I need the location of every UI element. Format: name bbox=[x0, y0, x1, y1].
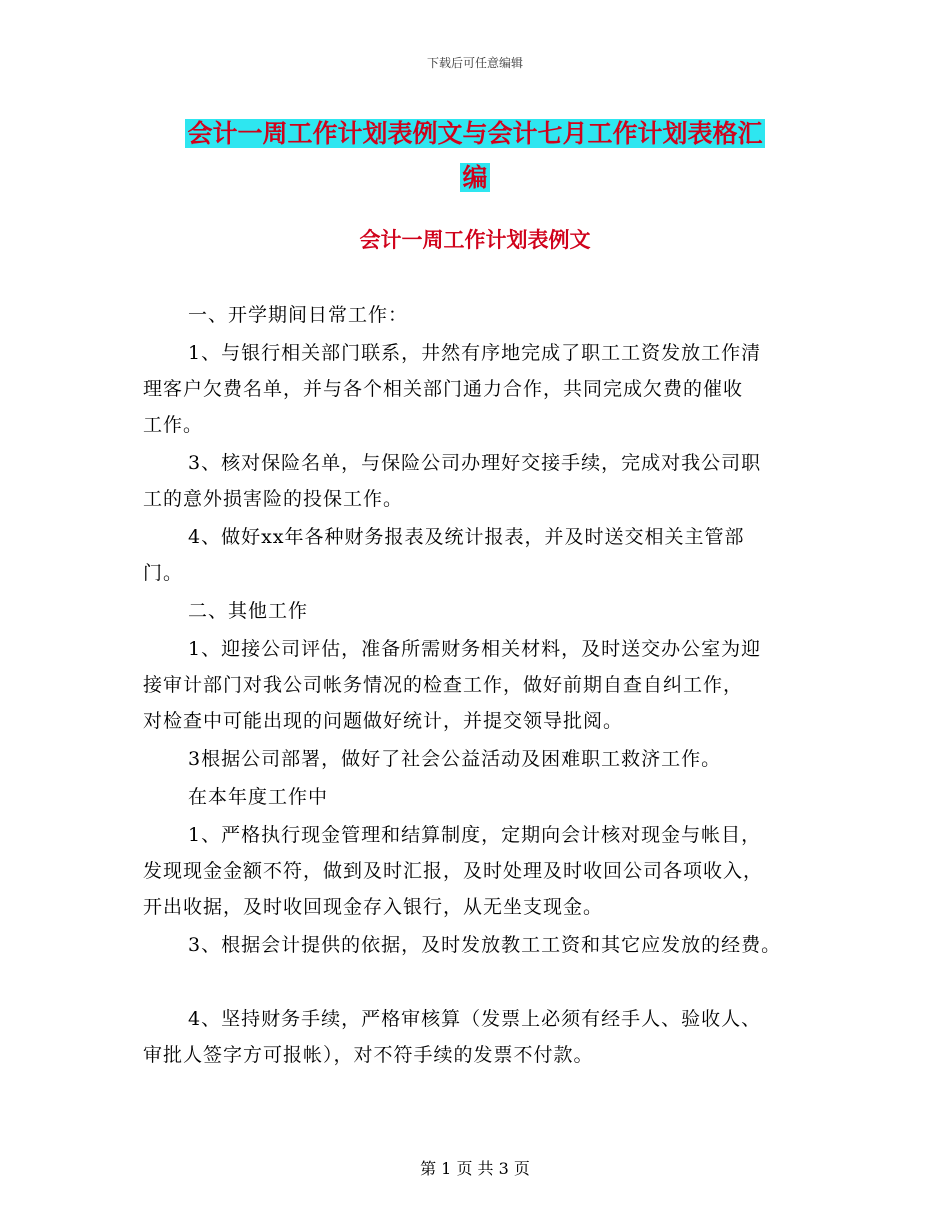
paragraph-line: 工的意外损害险的投保工作。 bbox=[143, 488, 404, 510]
paragraph-line: 3、根据会计提供的依据，及时发放教工工资和其它应发放的经费。 bbox=[188, 934, 782, 956]
document-title-line-2 bbox=[0, 158, 950, 194]
paragraph-line: 工作。 bbox=[143, 414, 204, 436]
paragraph-line: 3根据公司部署，做好了社会公益活动及困难职工救济工作。 bbox=[188, 748, 722, 770]
paragraph-line: 对检查中可能出现的问题做好统计，并提交领导批阅。 bbox=[143, 710, 624, 732]
section-title: 会计一周工作计划表例文 bbox=[359, 227, 591, 252]
page-header: 下载后可任意编辑 bbox=[426, 56, 523, 70]
paragraph-line: 1、与银行相关部门联系，井然有序地完成了职工工资发放工作清 bbox=[188, 342, 762, 364]
paragraph-line: 开出收据，及时收回现金存入银行，从无坐支现金。 bbox=[143, 896, 604, 918]
paragraph-line: 1、迎接公司评估，准备所需财务相关材料，及时送交办公室为迎 bbox=[188, 638, 762, 660]
document-title-line-1 bbox=[0, 114, 950, 150]
paragraph-line: 一、开学期间日常工作： bbox=[188, 304, 409, 326]
paragraph-line: 审批人签字方可报帐），对不符手续的发票不付款。 bbox=[143, 1044, 594, 1066]
paragraph-line: 在本年度工作中 bbox=[188, 786, 329, 808]
paragraph-line: 4、坚持财务手续，严格审核算（发票上必须有经手人、验收人、 bbox=[188, 1008, 762, 1030]
page-footer: 第 1 页 共 3 页 bbox=[420, 1159, 530, 1178]
paragraph-line: 接审计部门对我公司帐务情况的检查工作，做好前期自查自纠工作， bbox=[143, 674, 744, 696]
paragraph-line: 1、严格执行现金管理和结算制度，定期向会计核对现金与帐目， bbox=[188, 824, 762, 846]
paragraph-line: 发现现金金额不符，做到及时汇报，及时处理及时收回公司各项收入， bbox=[143, 860, 764, 882]
paragraph-line: 理客户欠费名单，并与各个相关部门通力合作，共同完成欠费的催收 bbox=[143, 378, 744, 400]
paragraph-line: 门。 bbox=[143, 562, 184, 584]
paragraph-line: 3、核对保险名单，与保险公司办理好交接手续，完成对我公司职 bbox=[188, 452, 762, 474]
paragraph-line: 二、其他工作 bbox=[188, 600, 309, 622]
title-highlight: 编 bbox=[462, 163, 488, 192]
paragraph-line: 4、做好xx年各种财务报表及统计报表，并及时送交相关主管部 bbox=[188, 526, 745, 548]
title-highlight: 会计一周工作计划表例文与会计七月工作计划表格汇 bbox=[187, 119, 763, 148]
